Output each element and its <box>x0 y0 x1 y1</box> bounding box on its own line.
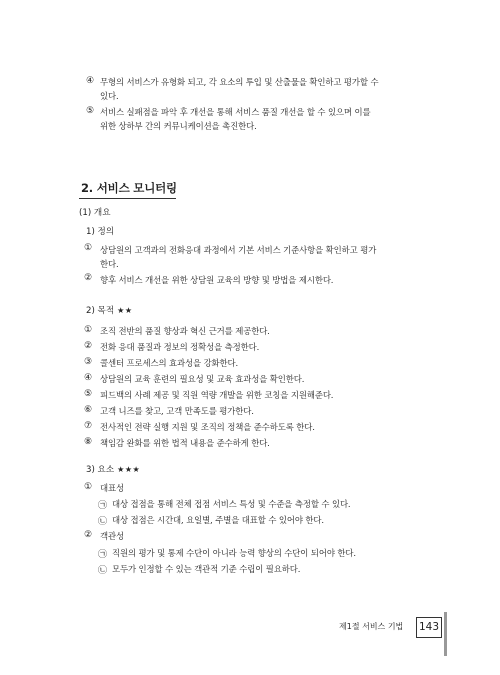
purpose-heading <box>86 304 133 316</box>
definition-heading: 1) 정의 <box>86 227 115 237</box>
item-marker: ① <box>84 325 93 335</box>
purpose-item: 고객 니즈를 찾고, 고객 만족도를 평가한다. <box>100 406 254 416</box>
element-group-title: 객관성 <box>100 531 124 541</box>
element-subitem: 직원의 평가 및 통제 수단이 아니라 능력 향상의 수단이 되어야 한다. <box>112 548 356 558</box>
page-number: 143 <box>416 617 442 638</box>
overview-heading: (1) 개요 <box>79 208 111 218</box>
element-subitem: 대상 접점은 시간대, 요일별, 주별을 대표할 수 있어야 한다. <box>112 515 324 525</box>
item-marker: ② <box>84 530 93 540</box>
section-title-underline <box>79 198 176 199</box>
item-marker: ⑤ <box>86 106 95 116</box>
subitem-marker: ㉡ <box>98 566 108 576</box>
intro-item-5-line-1: 서비스 실패점을 파악 후 개선을 통해 서비스 품질 개선을 할 수 있으며 이를 <box>100 107 371 117</box>
elements-heading <box>86 463 140 475</box>
purpose-item: 책임감 완화를 위한 법적 내용을 준수하게 한다. <box>100 438 270 448</box>
chapter-label: 제1절 서비스 기법 <box>339 622 404 631</box>
item-marker: ④ <box>84 373 93 383</box>
element-subitem: 대상 접점을 통해 전체 접점 서비스 특성 및 수준을 측정할 수 있다. <box>112 499 351 509</box>
item-marker: ② <box>84 341 93 351</box>
item-marker: ④ <box>86 76 95 86</box>
purpose-item: 피드백의 사례 제공 및 직원 역량 개발을 위한 코칭을 지원해준다. <box>100 390 334 400</box>
definition-item-1-line-2: 한다. <box>100 259 119 269</box>
importance-stars: ★★★ <box>117 465 141 474</box>
purpose-item: 상담원의 교육 훈련의 필요성 및 교육 효과성을 확인한다. <box>100 374 305 384</box>
subitem-marker: ㉠ <box>98 501 108 511</box>
intro-item-4-line-1: 무형의 서비스가 유형화 되고, 각 요소의 투입 및 산출물을 확인하고 평가할 수 <box>100 77 379 87</box>
page-edge-bar <box>444 612 447 656</box>
purpose-item: 전사적인 전략 실행 지원 및 조직의 정책을 준수하도록 한다. <box>100 422 315 432</box>
item-marker: ① <box>84 243 93 253</box>
purpose-item: 전화 응대 품질과 정보의 정확성을 측정한다. <box>100 342 260 352</box>
subitem-marker: ㉡ <box>98 517 108 527</box>
element-group-title: 대표성 <box>100 483 124 493</box>
intro-item-4-line-2: 있다. <box>100 91 119 101</box>
purpose-heading-label: 2) 목적 <box>86 306 115 316</box>
subitem-marker: ㉠ <box>98 550 108 560</box>
item-marker: ① <box>84 482 93 492</box>
purpose-item: 콜센터 프로세스의 효과성을 강화한다. <box>100 358 239 368</box>
item-marker: ⑦ <box>84 421 93 431</box>
item-marker: ⑧ <box>84 437 93 447</box>
intro-item-5-line-2: 위한 상하부 간의 커뮤니케이션을 촉진한다. <box>100 121 257 131</box>
definition-item-1-line-1: 상담원의 고객과의 전화응대 과정에서 기본 서비스 기준사항을 확인하고 평가 <box>100 245 377 255</box>
item-marker: ③ <box>84 357 93 367</box>
definition-item-2-line-1: 향후 서비스 개선을 위한 상담원 교육의 방향 및 방법을 제시한다. <box>100 275 334 285</box>
item-marker: ⑥ <box>84 405 93 415</box>
item-marker: ⑤ <box>84 389 93 399</box>
element-subitem: 모두가 인정할 수 있는 객관적 기준 수립이 필요하다. <box>112 564 301 574</box>
importance-stars: ★★ <box>117 306 133 315</box>
elements-heading-label: 3) 요소 <box>86 465 115 475</box>
section-title: 2. 서비스 모니터링 <box>81 181 177 195</box>
item-marker: ② <box>84 273 93 283</box>
purpose-item: 조직 전반의 품질 향상과 혁신 근거를 제공한다. <box>100 326 270 336</box>
